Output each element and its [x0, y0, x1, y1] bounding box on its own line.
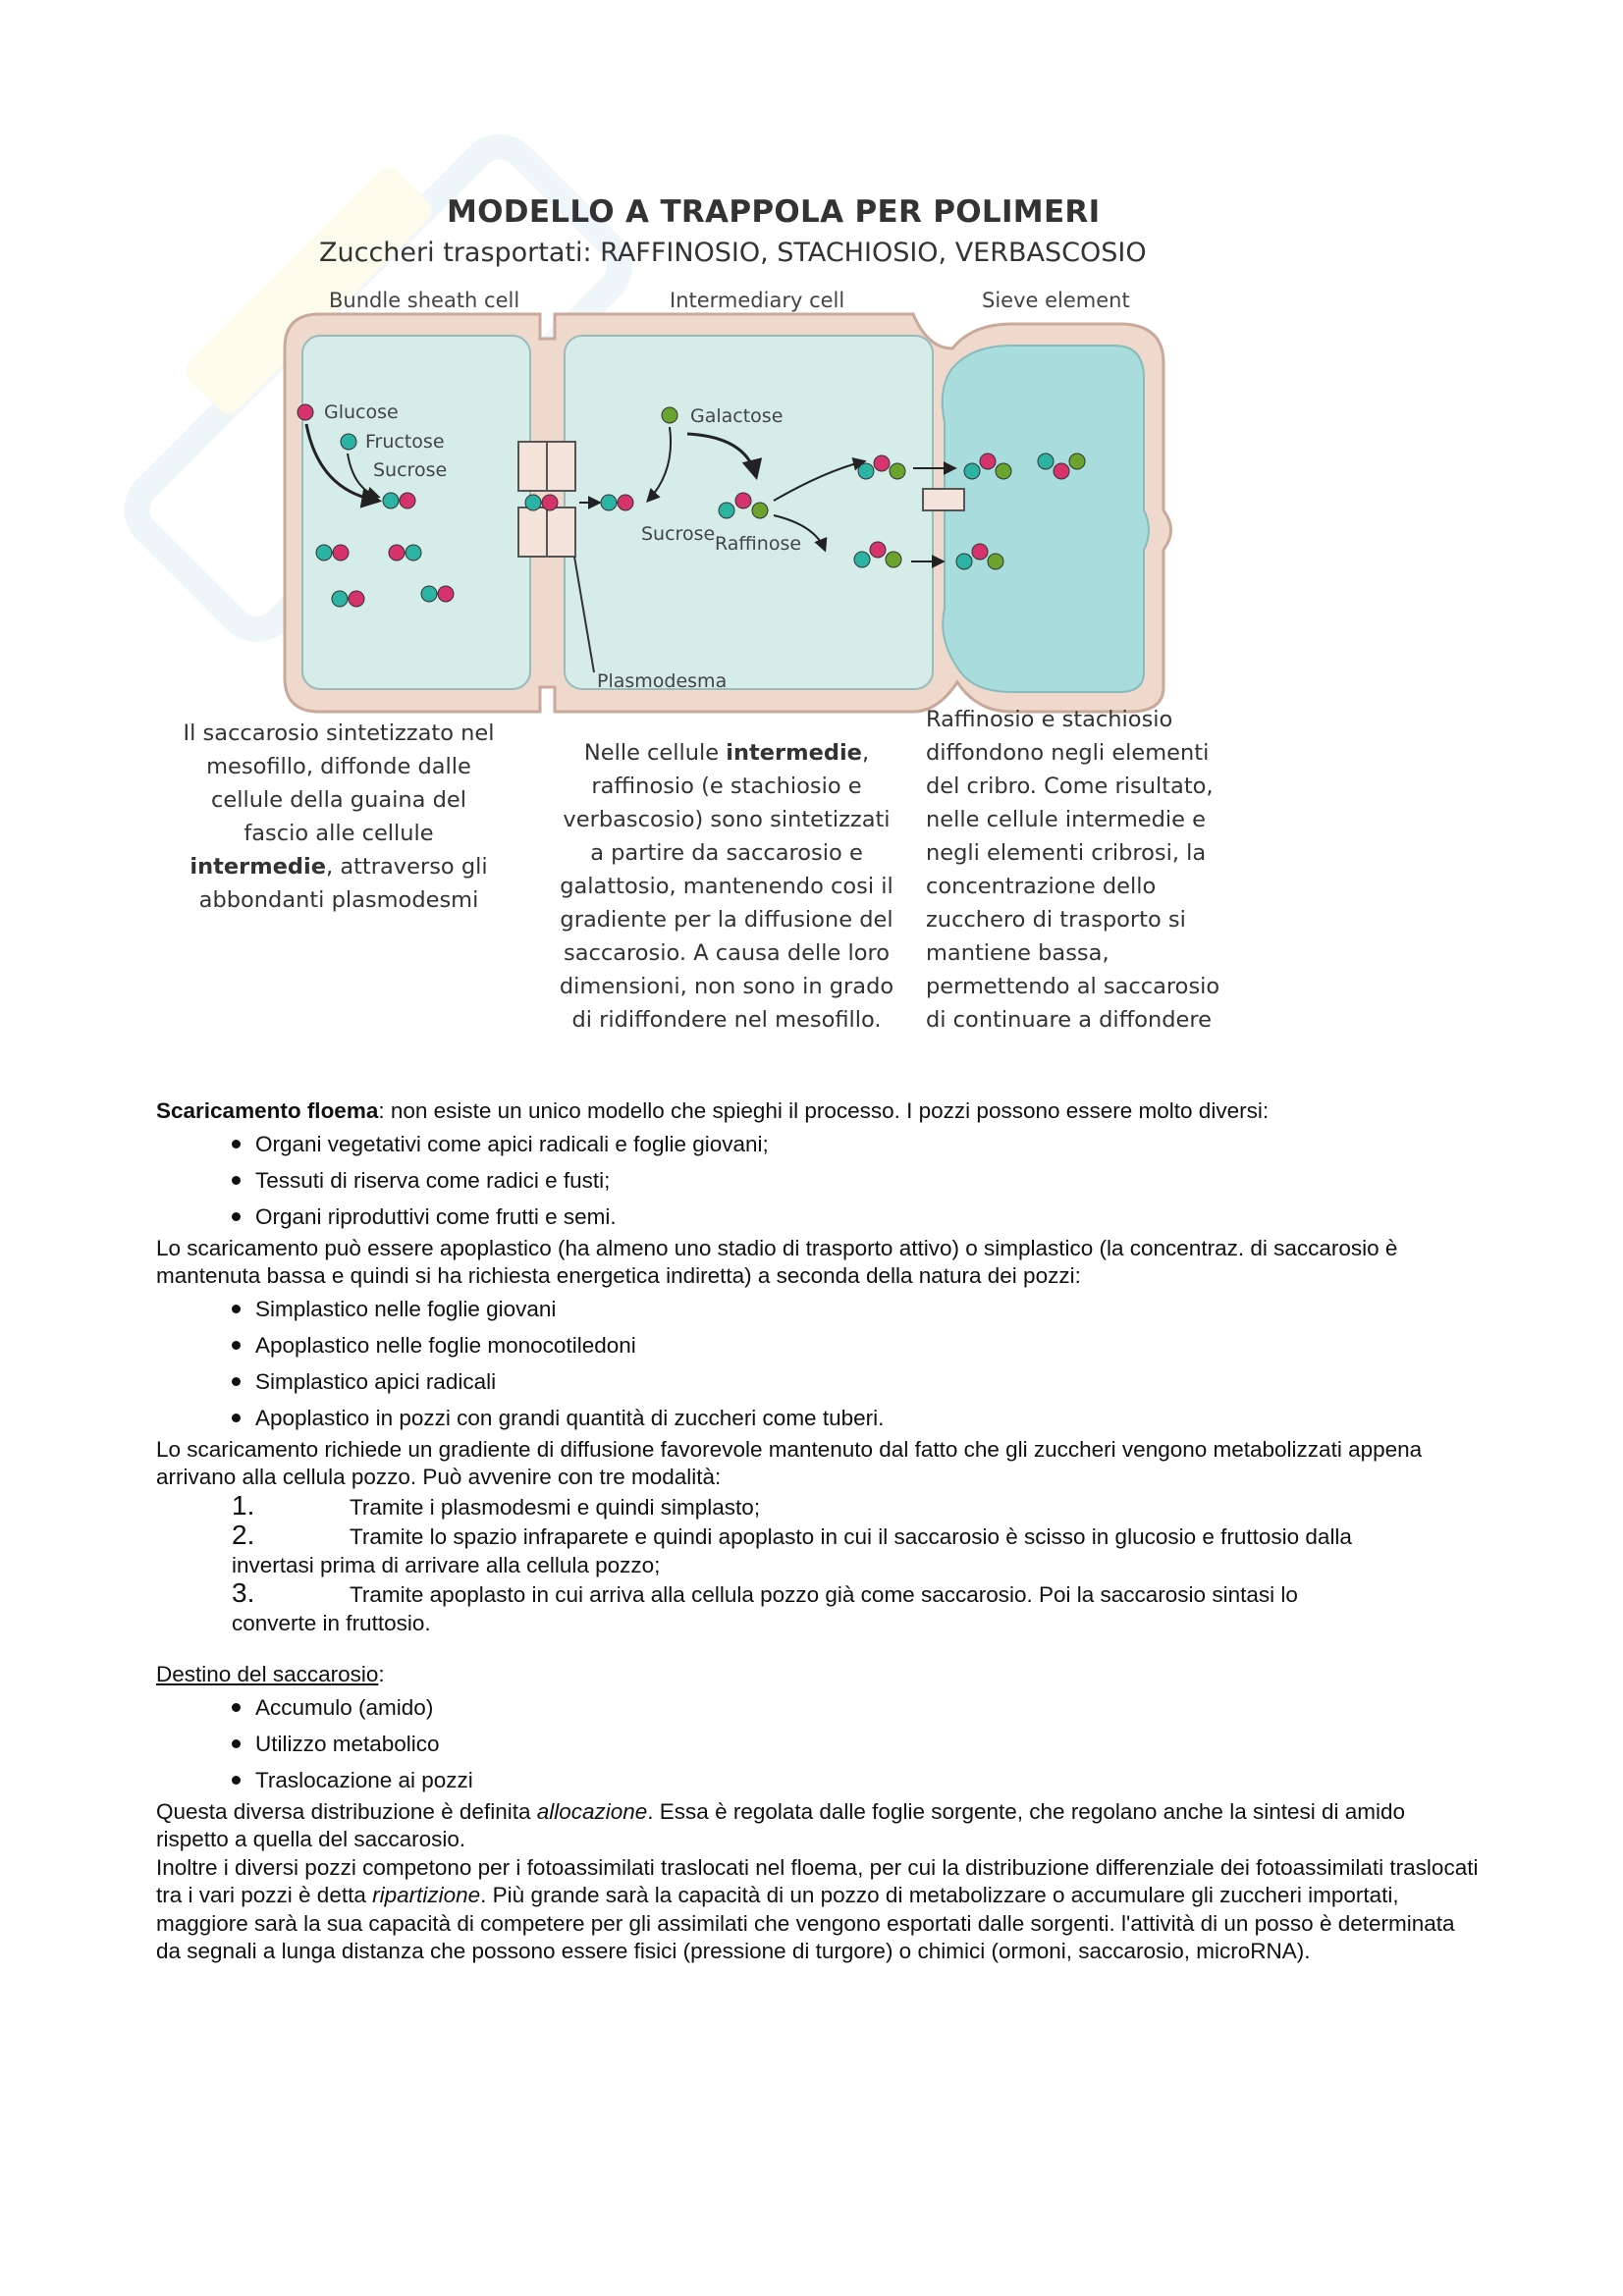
paragraph-scaricamento: Scaricamento floema: non esiste un unico modello che spieghi il processo. I pozzi possono essere molto diversi: [156, 1098, 1270, 1123]
sieve-element-interior [943, 346, 1149, 692]
sucrose-label-1: Sucrose [373, 459, 448, 481]
list-item: Utilizzo metabolico [232, 1726, 1482, 1762]
paragraph-apoplastico: Lo scaricamento può essere apoplastico (ha almeno uno stadio di trasporto attivo) o simplastico (la concentraz. di saccarosio è mantenuta bassa e quindi si ha richiesta energetica indiretta) a seconda della natura dei pozzi: [156, 1235, 1398, 1288]
sink-organs-list [156, 1126, 1482, 1235]
galactose-label: Galactose [690, 405, 784, 427]
fructose-label: Fructose [365, 431, 445, 453]
caption-right: Raffinosio e stachiosio diffondono negli elementi del cribro. Come risultato, nelle cellule intermedie e negli elementi cribrosi, la concentrazione dello zucchero di trasporto si mantiene bassa, permettendo al saccarosio di continuare a diffondere [926, 707, 1220, 1033]
label-bundle-sheath-cell: Bundle sheath cell [329, 289, 520, 312]
phloem-diagram [137, 177, 1257, 1050]
document-body [156, 1097, 1482, 1966]
numbered-item: 2. Tramite lo spazio infraparete e quindi apoplasto in cui il saccarosio è scisso in glucosio e fruttosio dalla invertasi prima di arrivare alla cellula pozzo; [232, 1520, 1352, 1577]
paragraph-allocazione: Questa diversa distribuzione è definita allocazione. Essa è regolata dalle foglie sorgente, che regolano anche la sintesi di amido rispetto a quella del saccarosio. [156, 1798, 1406, 1851]
paragraph-ripartizione: Inoltre i diversi pozzi competono per i fotoassimilati traslocati nel floema, per cui la distribuzione differenziale dei fotoassimilati traslocati tra i vari pozzi è detta ripartizione. Più grande sarà la capacità di un pozzo di metabolizzare o accumulare gli zuccheri importati, maggiore sarà la sua capacità di competere per gli assimilati che vengono esportati dalle sorgenti. l'attività di un posso è determinata da segnali a lunga distanza che possono essere fisici (pressione di turgore) o chimici (ormoni, saccarosio, microRNA). [156, 1854, 1479, 1963]
sucrose-label-2: Sucrose [641, 523, 716, 545]
cell-diagram [137, 177, 1257, 726]
raffinose-label: Raffinose [715, 533, 802, 555]
list-item: Apoplastico nelle foglie monocotiledoni [232, 1327, 1482, 1363]
sieve-pore [923, 489, 964, 510]
list-item: Organi vegetativi come apici radicali e foglie giovani; [232, 1126, 1482, 1162]
intermediary-cell-interior [565, 336, 933, 689]
caption-left: Il saccarosio sintetizzato nel mesofillo, diffonde dalle cellule della guaina del fascio alle cellule intermedie, attraverso gli abbondanti plasmodesmi [183, 721, 495, 913]
label-sieve-element: Sieve element [982, 289, 1130, 312]
figure-title: MODELLO A TRAPPOLA PER POLIMERI [447, 194, 1101, 230]
list-item: Apoplastico in pozzi con grandi quantità di zuccheri come tuberi. [232, 1400, 1482, 1436]
glucose-dot [298, 404, 313, 420]
list-item: Accumulo (amido) [232, 1689, 1482, 1726]
list-item: Tessuti di riserva come radici e fusti; [232, 1162, 1482, 1199]
glucose-label: Glucose [324, 401, 399, 423]
caption-middle: Nelle cellule intermedie, raffinosio (e stachiosio e verbascosio) sono sintetizzati a partire da saccarosio e galattosio, mantenendo cosi il gradiente per la diffusione del saccarosio. A causa delle loro dimensioni, non sono in grado di ridiffondere nel mesofillo. [559, 740, 894, 1033]
label-intermediary-cell: Intermediary cell [670, 289, 845, 312]
modes-list [156, 1489, 1482, 1638]
list-item: Traslocazione ai pozzi [232, 1762, 1482, 1798]
heading-destino: Destino del saccarosio: [156, 1662, 385, 1686]
bundle-sheath-interior [302, 336, 530, 689]
numbered-item: 3. Tramite apoplasto in cui arriva alla cellula pozzo già come saccarosio. Poi la saccarosio sintasi lo converte in fruttosio. [232, 1577, 1298, 1635]
numbered-item: 1. Tramite i plasmodesmi e quindi simplasto; [232, 1489, 761, 1521]
figure-subtitle: Zuccheri trasportati: RAFFINOSIO, STACHIOSIO, VERBASCOSIO [319, 238, 1147, 268]
fructose-dot [341, 434, 356, 450]
galactose-dot [662, 407, 677, 423]
paragraph-gradiente: Lo scaricamento richiede un gradiente di diffusione favorevole mantenuto dal fatto che gli zuccheri vengono metabolizzati appena arrivano alla cellula pozzo. Può avvenire con tre modalità: [156, 1436, 1423, 1489]
plasmodesma-label: Plasmodesma [597, 670, 728, 692]
unloading-type-list [156, 1291, 1482, 1436]
destiny-list [156, 1689, 1482, 1798]
list-item: Organi riproduttivi come frutti e semi. [232, 1199, 1482, 1235]
list-item: Simplastico nelle foglie giovani [232, 1291, 1482, 1327]
list-item: Simplastico apici radicali [232, 1363, 1482, 1400]
